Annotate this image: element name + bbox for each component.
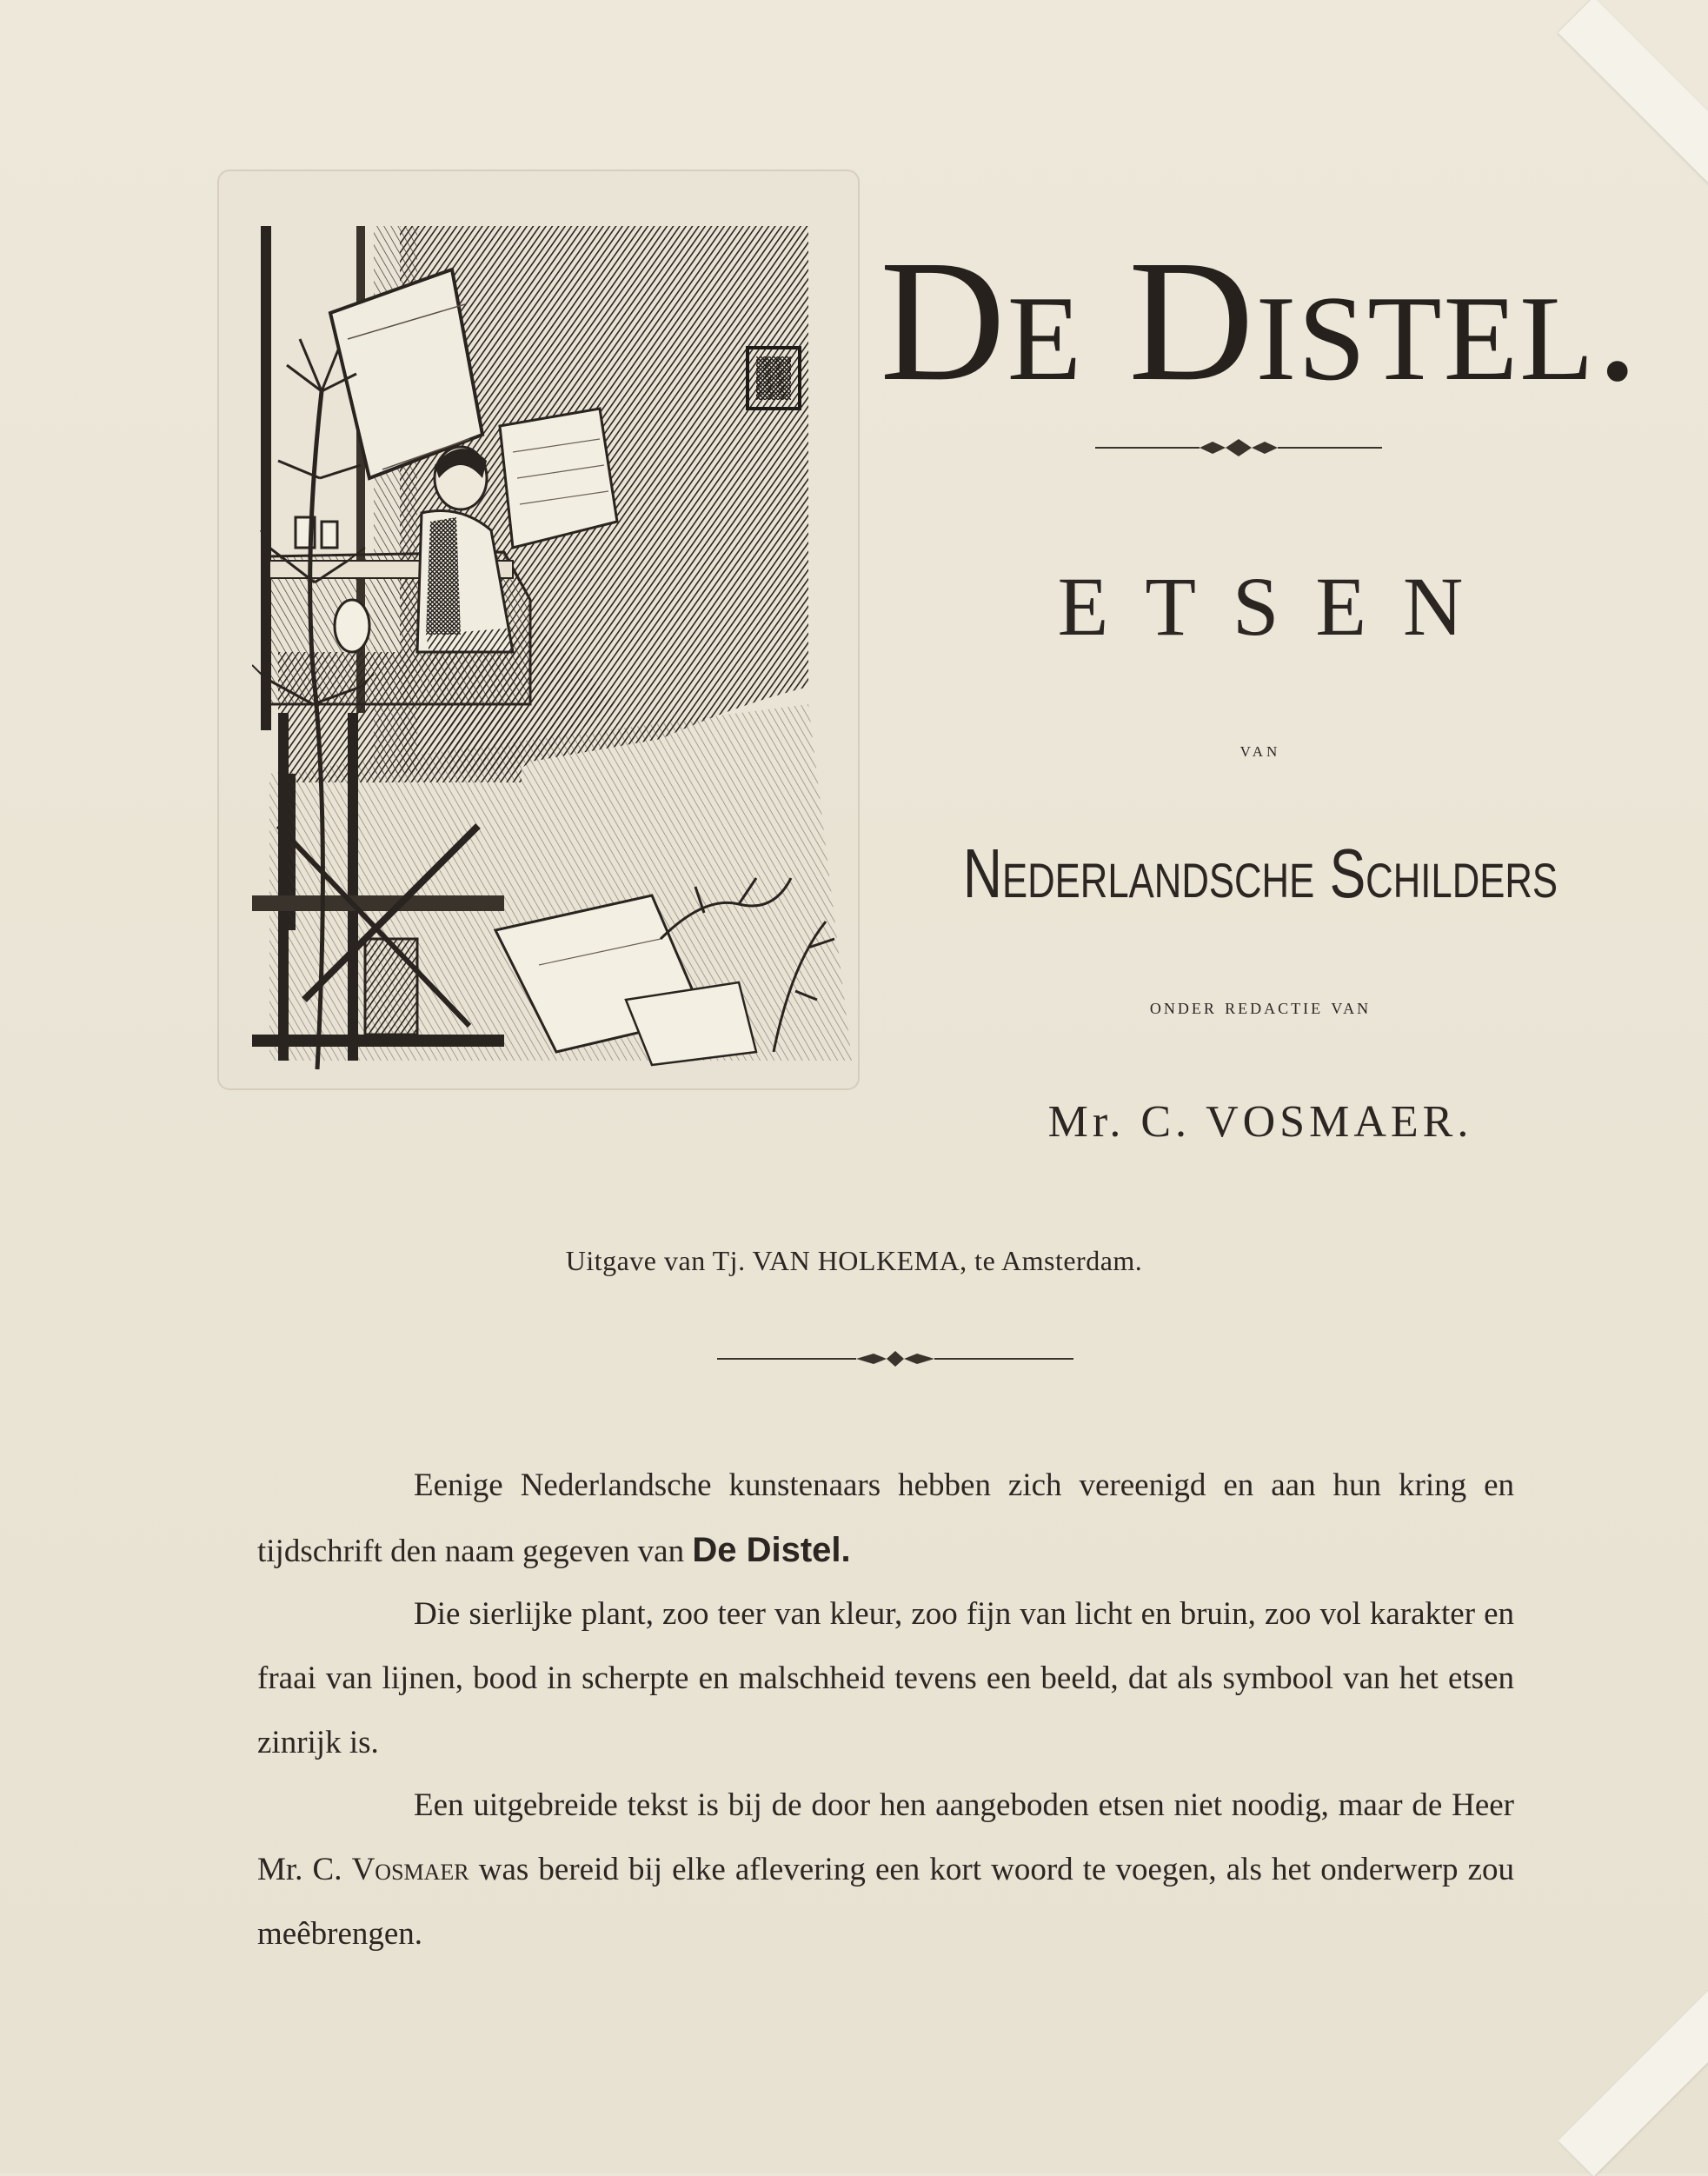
paragraph-3-name: Vosmaer: [351, 1852, 469, 1887]
ornamental-rule-bottom: [717, 1346, 1073, 1372]
paragraph-1-bold-title: De Distel.: [692, 1531, 851, 1569]
publisher-line: Uitgave van Tj. VAN HOLKEMA, te Amsterdam.: [565, 1245, 1143, 1276]
journal-title: De Distel.: [880, 225, 1641, 417]
subtitle-schilders: Nederlandsche Schilders: [962, 835, 1558, 912]
etching-illustration: [252, 217, 856, 1074]
body-paragraph-2: [257, 1582, 1514, 1775]
paragraph-2-text: Die sierlijke plant, zoo teer van kleur, zoo fijn van licht en bruin, zoo vol karakter en fraai van lijnen, bood in scherpte en malschheid tevens een beeld, dat als symbool van het etsen zinrijk is.: [257, 1596, 1514, 1760]
editor-name: Mr. C. VOSMAER.: [1047, 1097, 1473, 1147]
subtitle-van: van: [1239, 739, 1281, 762]
subtitle-etsen: ETSEN: [1057, 560, 1500, 653]
paragraph-3-text-after: was bereid bij elke aflevering een kort woord te voegen, als het onderwerp zou meêbrengen.: [257, 1852, 1515, 1952]
paragraph-1-text: Eenige Nederlandsche kunstenaars hebben zich vereenigd en aan hun kring en tijdschrift den naam gegeven van: [257, 1467, 1514, 1569]
paragraph-3-text-before: Een uitgebreide tekst is bij de door hen aangeboden etsen niet noodig, maar de Heer Mr. C.: [257, 1787, 1514, 1887]
body-paragraph-1: [257, 1454, 1514, 1584]
body-paragraph-3: [257, 1773, 1514, 1966]
subtitle-redactie: onder redactie van: [1149, 995, 1372, 1019]
ornamental-rule-top: [1095, 435, 1382, 461]
